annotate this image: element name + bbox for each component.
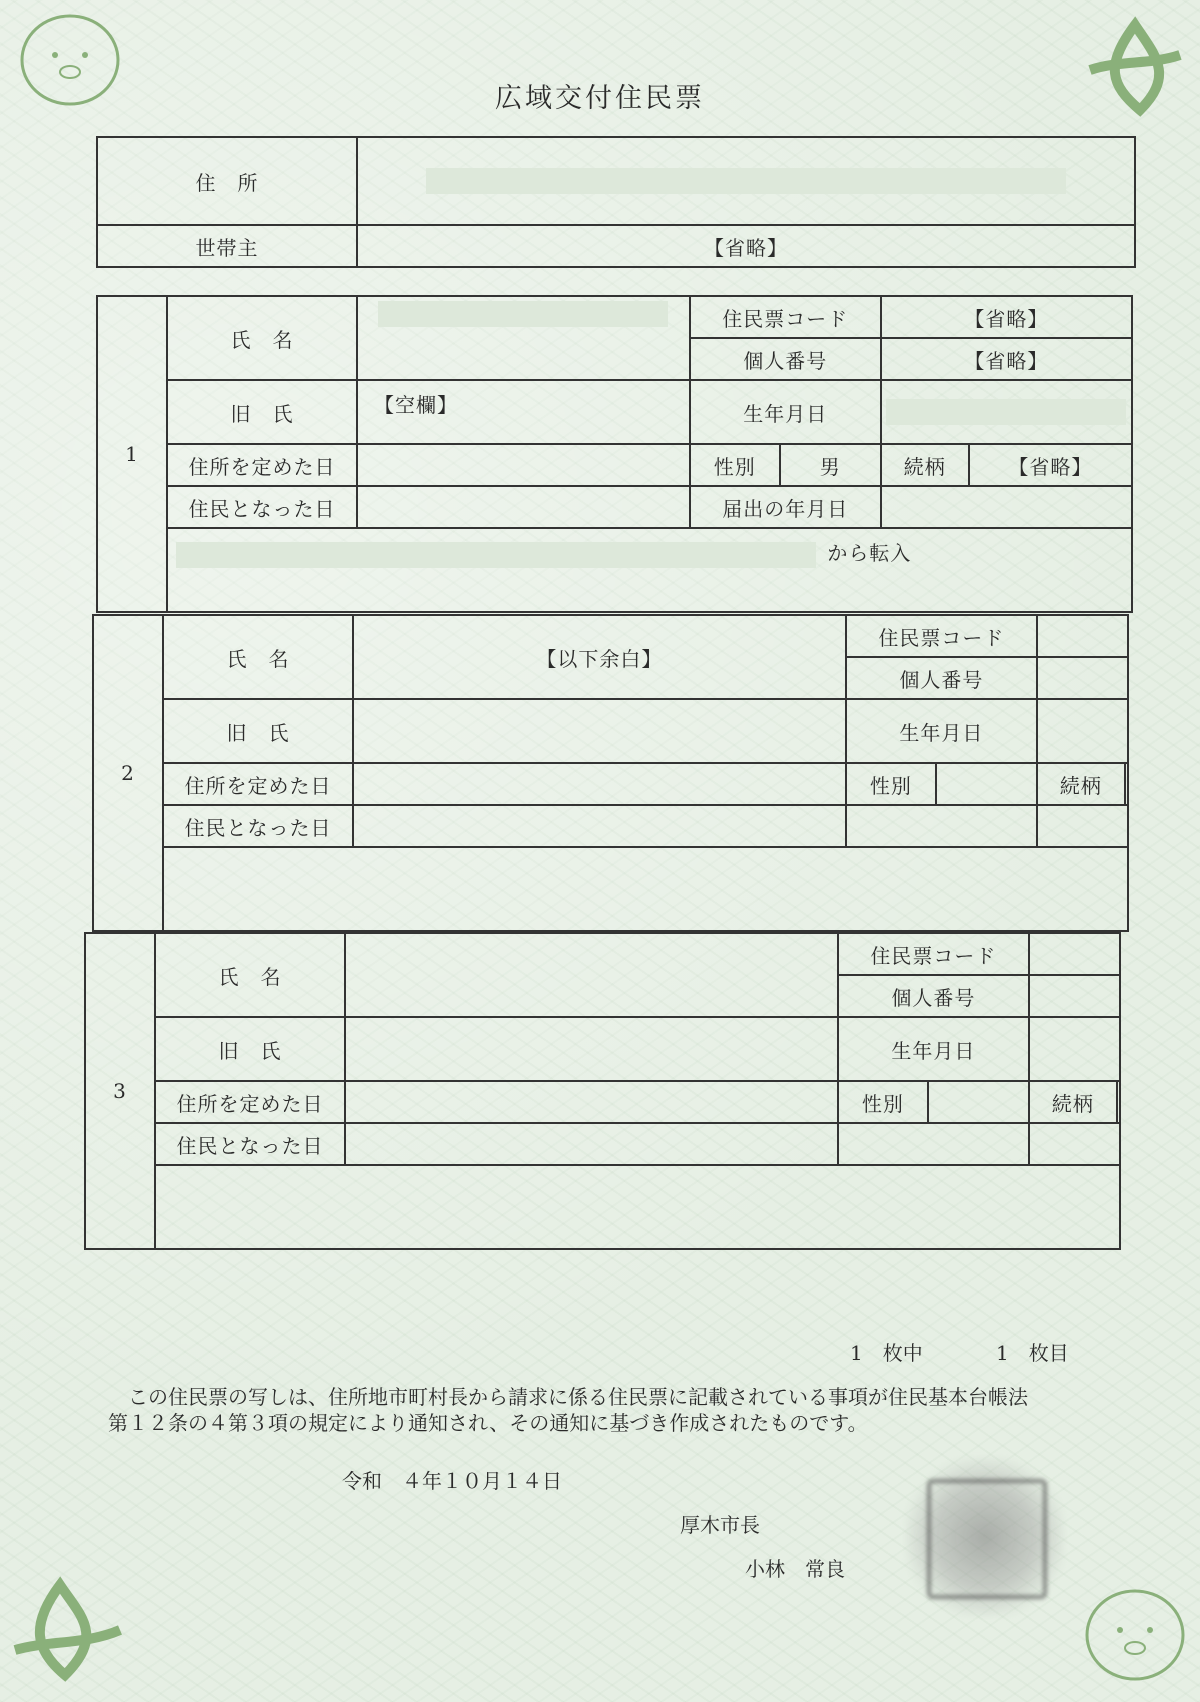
date-resident-value: [345, 1123, 838, 1165]
old-name-value: [345, 1017, 838, 1081]
birth-value: [881, 380, 1132, 444]
notice-date-value: [881, 486, 1132, 528]
number-value: [1029, 975, 1120, 1017]
old-name-label: 旧 氏: [155, 1017, 345, 1081]
transfer-row: [163, 847, 1128, 931]
name-label: 氏 名: [155, 933, 345, 1017]
sex-value: [928, 1081, 1029, 1123]
name-value: 【以下余白】: [353, 615, 846, 699]
old-name-label: 旧 氏: [163, 699, 353, 763]
date-addr-value: [353, 763, 846, 805]
relation-value: [1125, 763, 1128, 805]
address-value: [357, 137, 1135, 225]
number-label: 個人番号: [690, 338, 881, 380]
transfer-row: [155, 1165, 1120, 1249]
name-label: 氏 名: [163, 615, 353, 699]
date-resident-value: [353, 805, 846, 847]
sex-value: [936, 763, 1037, 805]
transfer-note: から転入: [827, 541, 912, 565]
page-total: 1 枚中: [850, 1341, 923, 1365]
redacted-address: [426, 168, 1066, 194]
householder-label: 世帯主: [97, 225, 357, 267]
relation-value: 【省略】: [969, 444, 1132, 486]
code-label: 住民票コード: [846, 615, 1037, 657]
page-current: 1 枚目: [996, 1341, 1069, 1365]
header-table: [96, 136, 1136, 268]
person-index: 3: [85, 933, 155, 1249]
sex-label: 性別: [690, 444, 780, 486]
issuer-title: 厚木市長: [680, 1513, 760, 1537]
name-value: [357, 296, 690, 380]
notice-date-value: [1029, 1123, 1120, 1165]
notice-date-label: [846, 805, 1037, 847]
redacted-birth: [886, 399, 1126, 425]
transfer-row: [167, 528, 1132, 612]
code-value: [1029, 933, 1120, 975]
date-resident-value: [357, 486, 690, 528]
seal-border: [927, 1479, 1047, 1599]
sex-label: 性別: [838, 1081, 928, 1123]
number-value: 【省略】: [881, 338, 1132, 380]
sex-label: 性別: [846, 763, 936, 805]
relation-value: [1117, 1081, 1120, 1123]
relation-label: 続柄: [881, 444, 969, 486]
code-value: 【省略】: [881, 296, 1132, 338]
householder-value: 【省略】: [357, 225, 1135, 267]
birth-value: [1029, 1017, 1120, 1081]
old-name-label: 旧 氏: [167, 380, 357, 444]
name-label: 氏 名: [167, 296, 357, 380]
notice-date-label: [838, 1123, 1029, 1165]
city-emblem-bottom-left: [10, 1570, 130, 1690]
date-addr-value: [357, 444, 690, 486]
issuer-name: 小林 常良: [745, 1557, 845, 1581]
issue-date: 令和 ４年１０月１４日: [342, 1469, 562, 1493]
number-value: [1037, 657, 1128, 699]
notice-date-label: 届出の年月日: [690, 486, 881, 528]
person-block-3: [84, 932, 1121, 1250]
birth-label: 生年月日: [838, 1017, 1029, 1081]
old-name-value: 【空欄】: [357, 380, 690, 444]
mascot-stamp-bottom-right: [1070, 1570, 1200, 1700]
number-label: 個人番号: [846, 657, 1037, 699]
document-title: 広域交付住民票: [495, 83, 705, 114]
date-addr-label: 住所を定めた日: [167, 444, 357, 486]
relation-label: 続柄: [1037, 763, 1125, 805]
date-resident-label: 住民となった日: [167, 486, 357, 528]
code-label: 住民票コード: [690, 296, 881, 338]
person-block-1: [96, 295, 1133, 613]
code-value: [1037, 615, 1128, 657]
address-label: 住 所: [97, 137, 357, 225]
notice-date-value: [1037, 805, 1128, 847]
statement-line-1: この住民票の写しは、住所地市町村長から請求に係る住民票に記載されている事項が住民基本台帳法: [128, 1385, 1028, 1409]
redacted-name: [378, 301, 668, 327]
official-seal: [905, 1457, 1065, 1617]
statement-line-2: 第１２条の４第３項の規定により通知され、その通知に基づき作成されたものです。: [108, 1411, 868, 1435]
person-index: 1: [97, 296, 167, 612]
date-addr-label: 住所を定めた日: [163, 763, 353, 805]
old-name-value: [353, 699, 846, 763]
number-label: 個人番号: [838, 975, 1029, 1017]
name-value: [345, 933, 838, 1017]
birth-value: [1037, 699, 1128, 763]
person-block-2: [92, 614, 1129, 932]
date-addr-label: 住所を定めた日: [155, 1081, 345, 1123]
birth-label: 生年月日: [846, 699, 1037, 763]
relation-label: 続柄: [1029, 1081, 1117, 1123]
date-resident-label: 住民となった日: [155, 1123, 345, 1165]
date-resident-label: 住民となった日: [163, 805, 353, 847]
code-label: 住民票コード: [838, 933, 1029, 975]
sex-value: 男: [780, 444, 881, 486]
date-addr-value: [345, 1081, 838, 1123]
birth-label: 生年月日: [690, 380, 881, 444]
person-index: 2: [93, 615, 163, 931]
redacted-previous-address: [176, 542, 816, 568]
